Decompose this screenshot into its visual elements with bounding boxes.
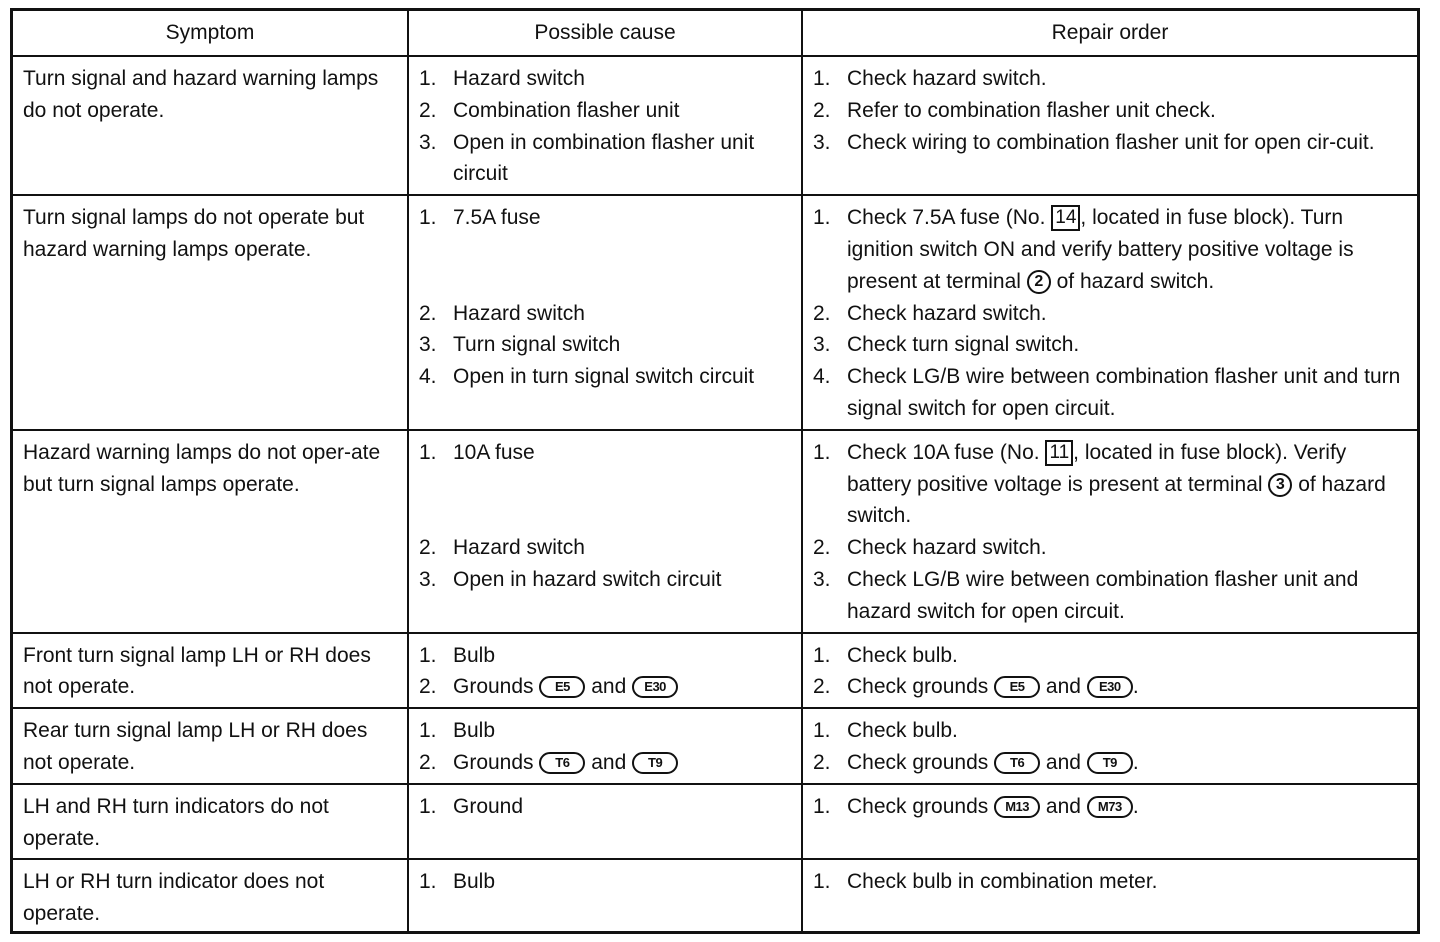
- table-row: [13, 859, 1417, 934]
- list-item: 1. Check 10A fuse (No. 11 , located in fuse block). Verify battery positive voltage is present at terminal 3 of hazard switch.: [813, 440, 1386, 528]
- repair-cell: [802, 708, 1417, 784]
- list-item: 1. Check hazard switch.: [813, 67, 1047, 90]
- table-row: [13, 708, 1417, 784]
- list-item: 2. Check grounds T6 and T9 .: [813, 750, 1139, 774]
- ground-connector-label: E5: [994, 676, 1040, 698]
- ground-connector-label: T6: [539, 752, 585, 774]
- fuse-number-box: 14: [1051, 205, 1080, 231]
- list-item: 1. Hazard switch: [419, 67, 585, 90]
- cause-cell: [408, 56, 802, 195]
- ground-connector-label: T6: [994, 752, 1040, 774]
- cause-cell: [408, 195, 802, 430]
- ground-connector-label: M73: [1087, 796, 1133, 818]
- list-item: 4. Check LG/B wire between combination flasher unit and turn signal switch for open circuit.: [813, 365, 1401, 420]
- list-item: 3. Check wiring to combination flasher unit for open cir-cuit.: [813, 130, 1375, 154]
- list-item: 1. Check bulb.: [813, 719, 958, 743]
- list-item: 3. Check LG/B wire between combination flasher unit and hazard switch for open circuit.: [813, 567, 1359, 623]
- repair-cell: [802, 633, 1417, 709]
- list-item: 1. Check bulb.: [813, 643, 958, 667]
- list-item: 2. Check hazard switch.: [813, 536, 1047, 560]
- ground-connector-label: M13: [994, 796, 1040, 818]
- list-item: 3. Open in hazard switch circuit: [419, 567, 722, 591]
- cause-cell: [408, 859, 802, 934]
- repair-cell: [802, 859, 1417, 934]
- table-row: [13, 56, 1417, 195]
- symptom-cell: Turn signal lamps do not operate but hazard warning lamps operate.: [13, 195, 408, 430]
- troubleshooting-table-frame: [10, 8, 1420, 934]
- header-possible-cause: Possible cause: [408, 11, 802, 56]
- list-item: 1. Bulb: [419, 870, 496, 894]
- table-row: [13, 430, 1417, 633]
- symptom-cell: Hazard warning lamps do not oper-ate but turn signal lamps operate.: [13, 430, 408, 633]
- list-item: 2. Hazard switch: [419, 301, 585, 325]
- symptom-cell: Front turn signal lamp LH or RH does not operate.: [13, 633, 408, 709]
- symptom-cell: Turn signal and hazard warning lamps do not operate.: [13, 56, 408, 195]
- symptom-cell: LH and RH turn indicators do not operate.: [13, 784, 408, 860]
- repair-cell: [802, 195, 1417, 430]
- table-row: [13, 195, 1417, 430]
- terminal-number-circle: 2: [1027, 270, 1051, 294]
- list-item: 1. Check bulb in combination meter.: [813, 870, 1158, 894]
- cause-cell: [408, 708, 802, 784]
- list-item: 1. Bulb: [419, 643, 496, 667]
- ground-connector-label: E30: [632, 676, 678, 698]
- list-item: 2. Combination flasher unit: [419, 98, 680, 122]
- header-row: [13, 11, 1417, 56]
- ground-connector-label: E30: [1087, 676, 1133, 698]
- cause-cell: [408, 633, 802, 709]
- troubleshooting-table: [13, 11, 1417, 934]
- list-item: 3. Check turn signal switch.: [813, 333, 1080, 357]
- list-item: 1. Bulb: [419, 719, 496, 743]
- header-symptom: Symptom: [13, 11, 408, 56]
- list-item: 3. Open in combination flasher unit circuit: [419, 130, 755, 186]
- symptom-cell: LH or RH turn indicator does not operate.: [13, 859, 408, 934]
- list-item: 3. Turn signal switch: [419, 333, 621, 357]
- list-item: 1. Check grounds M13 and M73 .: [813, 794, 1139, 818]
- cause-cell: [408, 784, 802, 860]
- list-item: 1. 10A fuse: [419, 440, 535, 464]
- list-item: 1. Ground: [419, 794, 524, 818]
- ground-connector-label: T9: [1087, 752, 1133, 774]
- fuse-number-box: 11: [1045, 440, 1073, 466]
- list-item: 1. 7.5A fuse: [419, 206, 541, 230]
- list-item: 2. Check grounds E5 and E30 .: [813, 675, 1139, 699]
- list-item: 2. Check hazard switch.: [813, 301, 1047, 325]
- repair-cell: [802, 784, 1417, 860]
- list-item: 4. Open in turn signal switch circuit: [419, 365, 755, 389]
- repair-cell: [802, 56, 1417, 195]
- cause-cell: [408, 430, 802, 633]
- table-row: [13, 784, 1417, 860]
- list-item: 2. Grounds T6 and T9: [419, 747, 793, 779]
- ground-connector-label: E5: [539, 676, 585, 698]
- header-repair-order: Repair order: [802, 11, 1417, 56]
- ground-connector-label: T9: [632, 752, 678, 774]
- list-item: 2. Grounds E5 and E30: [419, 671, 793, 703]
- symptom-cell: Rear turn signal lamp LH or RH does not operate.: [13, 708, 408, 784]
- list-item: 1. Check 7.5A fuse (No. 14 , located in fuse block). Turn ignition switch ON and verify battery positive voltage is present at terminal 2 of hazard switch.: [813, 206, 1354, 293]
- table-row: [13, 633, 1417, 709]
- repair-cell: [802, 430, 1417, 633]
- terminal-number-circle: 3: [1268, 473, 1292, 497]
- list-item: 2. Refer to combination flasher unit check.: [813, 98, 1216, 122]
- list-item: 2. Hazard switch: [419, 536, 585, 560]
